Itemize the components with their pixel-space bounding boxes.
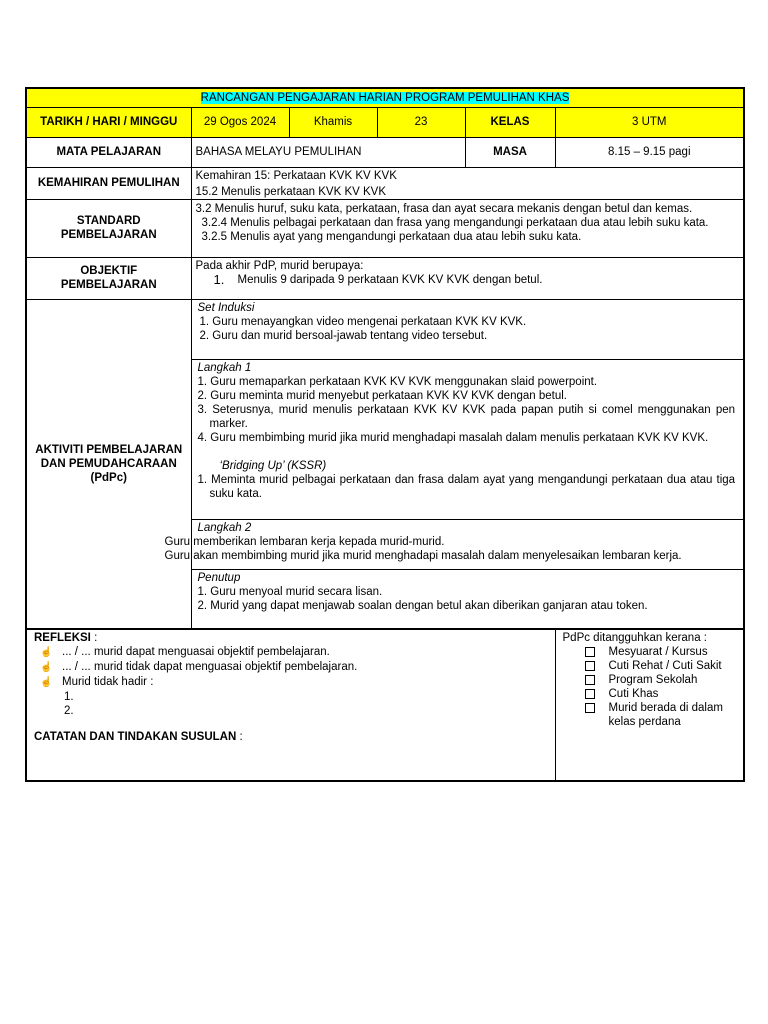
ditangguhkan-option: Cuti Khas bbox=[563, 687, 740, 701]
pointing-hand-icon: ☝ bbox=[40, 647, 53, 658]
objektif-label: OBJEKTIF PEMBELAJARAN bbox=[26, 257, 191, 299]
bridging-item: 1. Meminta murid pelbagai perkataan dan frasa dalam ayat yang mengandungi perkataan dua atau tiga suku kata. bbox=[197, 473, 736, 500]
kemahiran-label: KEMAHIRAN PEMULIHAN bbox=[26, 167, 191, 199]
langkah1-item: 1. Guru memaparkan perkataan KVK KV KVK menggunakan slaid powerpoint. bbox=[197, 375, 598, 388]
ditangguhkan-section bbox=[555, 629, 744, 781]
aktiviti-label-line: AKTIVITI PEMBELAJARAN bbox=[35, 443, 183, 456]
objektif-intro: Pada akhir PdP, murid berupaya: bbox=[195, 259, 364, 272]
objektif-content bbox=[191, 257, 744, 299]
ditangguhkan-heading: PdPc ditangguhkan kerana : bbox=[562, 632, 707, 644]
ditangguhkan-option: Program Sekolah bbox=[563, 673, 740, 687]
empty-checkbox-icon bbox=[585, 689, 595, 699]
penutup-item: 1. Guru menyoal murid secara lisan. bbox=[197, 585, 383, 598]
refleksi-item: ☝ ... / ... murid tidak dapat menguasai objektif pembelajaran. bbox=[34, 660, 551, 675]
objektif-item-text: Menulis 9 daripada 9 perkataan KVK KV KVK dengan betul. bbox=[237, 273, 543, 286]
absent-entry: 2. bbox=[64, 705, 74, 717]
tarikh-label: TARIKH / HARI / MINGGU bbox=[26, 107, 191, 137]
langkah2-heading: Langkah 2 bbox=[197, 521, 252, 534]
title-cell bbox=[26, 88, 744, 107]
langkah1-item: 3. Seterusnya, murid menulis perkataan KVK KV KVK pada papan putih si comel menggunakan pen marker. bbox=[197, 403, 736, 430]
empty-checkbox-icon bbox=[585, 675, 595, 685]
set-induksi-section bbox=[191, 299, 744, 359]
tarikh-day: Khamis bbox=[289, 107, 377, 137]
mata-pelajaran-label: MATA PELAJARAN bbox=[26, 137, 191, 167]
langkah1-section bbox=[191, 359, 744, 519]
aktiviti-label-line: DAN PEMUDAHCARAAN bbox=[40, 457, 177, 470]
aktiviti-label bbox=[26, 299, 191, 629]
objektif-item bbox=[196, 273, 740, 287]
penutup-item: 2. Murid yang dapat menjawab soalan dengan betul akan diberikan ganjaran atau token. bbox=[197, 599, 648, 612]
refleksi-item: ☝ ... / ... murid dapat menguasai objektif pembelajaran. bbox=[34, 645, 551, 660]
document-title: RANCANGAN PENGAJARAN HARIAN PROGRAM PEMULIHAN KHAS bbox=[200, 91, 570, 104]
kelas-label: KELAS bbox=[465, 107, 555, 137]
langkah2-item: Guru memberikan lembaran kerja kepada murid-murid. bbox=[164, 535, 445, 548]
lesson-plan-document bbox=[25, 87, 743, 782]
standard-label: STANDARD PEMBELAJARAN bbox=[26, 199, 191, 257]
empty-checkbox-icon bbox=[585, 647, 595, 657]
langkah1-heading: Langkah 1 bbox=[197, 361, 252, 374]
masa-label: MASA bbox=[465, 137, 555, 167]
set-induksi-heading: Set Induksi bbox=[197, 301, 255, 314]
kemahiran-line: Kemahiran 15: Perkataan KVK KV KVK bbox=[195, 169, 397, 182]
aktiviti-label-line: (PdPc) bbox=[90, 471, 127, 484]
objektif-item-number: 1. bbox=[213, 271, 225, 287]
standard-line: 3.2.4 Menulis pelbagai perkataan dan frasa yang mengandungi perkataan dua atau lebih suku kata. bbox=[201, 216, 709, 229]
langkah1-item: 2. Guru meminta murid menyebut perkataan KVK KV KVK dengan betul. bbox=[197, 389, 567, 402]
tarikh-date: 29 Ogos 2024 bbox=[191, 107, 289, 137]
kemahiran-line: 15.2 Menulis perkataan KVK KV KVK bbox=[195, 185, 386, 198]
penutup-section bbox=[191, 569, 744, 629]
standard-line: 3.2 Menulis huruf, suku kata, perkataan, frasa dan ayat secara mekanis dengan betul dan kemas. bbox=[195, 202, 693, 215]
empty-checkbox-icon bbox=[585, 661, 595, 671]
ditangguhkan-option: Mesyuarat / Kursus bbox=[563, 645, 740, 659]
mata-pelajaran-value: BAHASA MELAYU PEMULIHAN bbox=[191, 137, 465, 167]
refleksi-heading: REFLEKSI : bbox=[34, 632, 98, 644]
catatan-heading: CATATAN DAN TINDAKAN SUSULAN : bbox=[34, 731, 243, 743]
langkah1-item: 4. Guru membimbing murid jika murid menghadapi masalah dalam menulis perkataan KVK KV KVK. bbox=[197, 431, 709, 444]
refleksi-section bbox=[26, 629, 555, 781]
bridging-heading: ‘Bridging Up’ (KSSR) bbox=[219, 459, 327, 472]
langkah2-item: Guru akan membimbing murid jika murid menghadapi masalah dalam menyelesaikan lembaran kerja. bbox=[164, 549, 682, 562]
set-induksi-item: 1. Guru menayangkan video mengenai perkataan KVK KV KVK. bbox=[199, 315, 527, 328]
masa-value: 8.15 – 9.15 pagi bbox=[555, 137, 744, 167]
penutup-heading: Penutup bbox=[197, 571, 241, 584]
refleksi-item: ☝ Murid tidak hadir : bbox=[34, 675, 551, 690]
ditangguhkan-option: Murid berada di dalam kelas perdana bbox=[563, 701, 740, 729]
set-induksi-item: 2. Guru dan murid bersoal-jawab tentang video tersebut. bbox=[199, 329, 488, 342]
kemahiran-content bbox=[191, 167, 744, 199]
standard-content bbox=[191, 199, 744, 257]
kelas-value: 3 UTM bbox=[555, 107, 744, 137]
pointing-hand-icon: ☝ bbox=[40, 662, 53, 673]
standard-line: 3.2.5 Menulis ayat yang mengandungi perkataan dua atau lebih suku kata. bbox=[201, 230, 582, 243]
pointing-hand-icon: ☝ bbox=[40, 677, 53, 688]
langkah2-section bbox=[164, 519, 744, 569]
absent-entry: 1. bbox=[64, 691, 74, 703]
ditangguhkan-option: Cuti Rehat / Cuti Sakit bbox=[563, 659, 740, 673]
empty-checkbox-icon bbox=[585, 703, 595, 713]
tarikh-week: 23 bbox=[377, 107, 465, 137]
lesson-plan-table bbox=[25, 87, 745, 782]
